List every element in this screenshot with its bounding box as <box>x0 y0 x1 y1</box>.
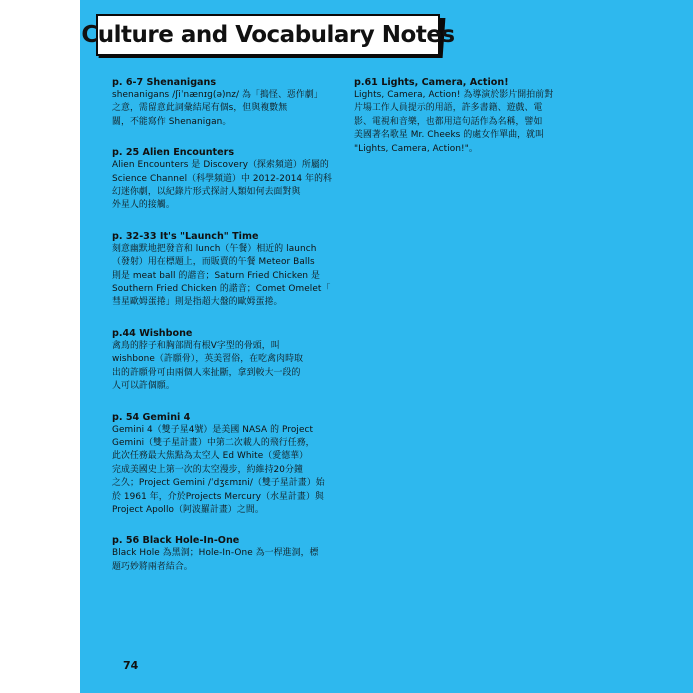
notes-column-right <box>354 76 592 173</box>
note-title: p. 56 Black Hole-In-One <box>112 535 240 547</box>
note-entry <box>112 411 342 518</box>
note-body: Lights, Camera, Action! 為導演於影片開拍前對 片場工作人員提示的用語，許多書籍、遊戲、電 影、電視和音樂，也都用這句話作為名稱，譬如 美國著名歌星 Mr. Cheeks 的處女作單曲，就叫 "Lights, Camera, Action!"。 <box>354 90 554 154</box>
note-entry <box>354 76 592 156</box>
note-entry <box>112 146 342 213</box>
note-body: 禽鳥的脖子和胸部間有根V字型的骨頭，叫 wishbone（許願骨），英美習俗，在吃禽肉時取 出的許願骨可由兩個人來扯斷，拿到較大一段的 人可以許個願。 <box>112 340 304 392</box>
page-number: 74 <box>123 659 139 672</box>
page-title: Culture and Vocabulary Notes <box>81 22 455 48</box>
note-body: Gemini 4（雙子星4號）是美國 NASA 的 Project Gemini（雙子星計畫）中第二次載人的飛行任務， 此次任務最大焦點為太空人 Ed White（愛德華） 完成美國史上第一次的太空漫步，約維持20分鐘 之久；Project Gemini /ˈdʒɛmɪni/（雙子星計畫）始 於 1961 年，介於Projects Mercury（水星計畫）與 Project Apollo（阿波羅計畫）之間。 <box>112 424 325 515</box>
header-banner <box>81 14 455 56</box>
note-title: p.44 Wishbone <box>112 327 193 339</box>
notes-column-left <box>112 76 342 591</box>
note-title: p. 54 Gemini 4 <box>112 411 191 423</box>
note-title: p. 6-7 Shenanigans <box>112 77 217 88</box>
note-entry <box>112 76 342 129</box>
note-title: p. 32-33 It's "Launch" Time <box>112 230 259 242</box>
note-entry <box>112 534 342 574</box>
note-body: 刻意幽默地把發音和 lunch（午餐）相近的 launch （發射）用在標題上，而販賣的午餐 Meteor Balls 則是 meat ball 的諧音；Saturn Fried Chicken 是 Southern Fried Chicken 的諧音；Comet Omelet「 彗星歐姆蛋捲」則是指超大盤的歐姆蛋捲。 <box>112 243 331 308</box>
note-title: p.61 Lights, Camera, Action! <box>354 77 509 88</box>
note-body: shenanigans /ʃiˈnænɪɡ(ə)nz/ 為「搗怪、惡作劇」 之意，需留意此詞彙結尾有個s，但與複數無 關，不能寫作 Shenanigan。 <box>112 90 323 127</box>
note-body: Alien Encounters 是 Discovery（探索頻道）所屬的 Science Channel（科學頻道）中 2012-2014 年的科 幻迷你劇，以紀錄片形式探討人類如何去面對與 外星人的接觸。 <box>112 160 333 211</box>
note-entry <box>112 327 342 394</box>
note-entry <box>112 230 342 310</box>
note-body: Black Hole 為黑洞；Hole-In-One 為一桿進洞，標 題巧妙將兩者結合。 <box>112 548 319 572</box>
note-title: p. 25 Alien Encounters <box>112 147 235 159</box>
